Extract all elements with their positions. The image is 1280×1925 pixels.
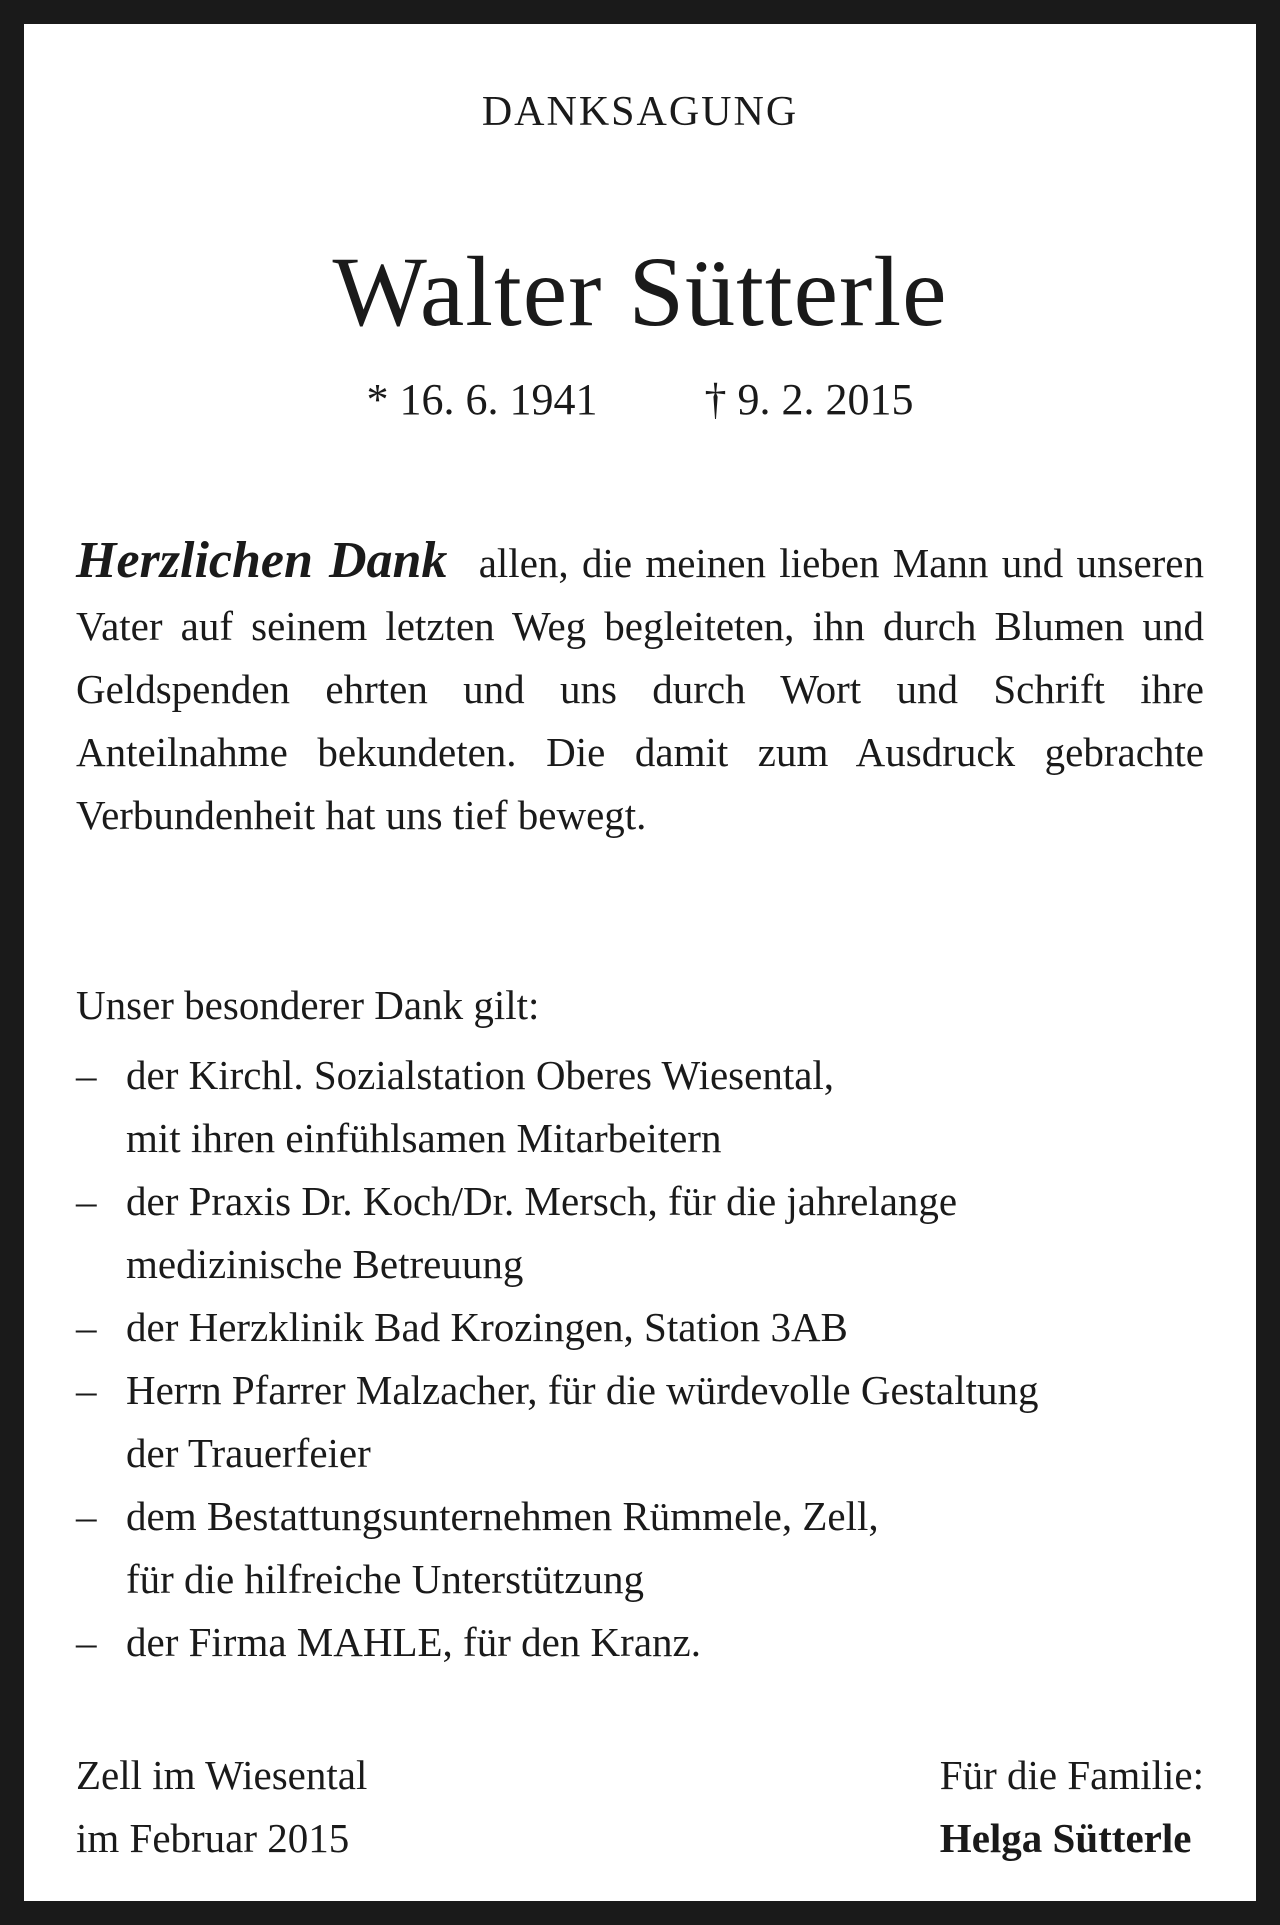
list-item-line: für die hilfreiche Unterstützung: [126, 1556, 645, 1602]
list-item-line: medizinische Betreuung: [126, 1241, 524, 1287]
family-label: Für die Familie:: [939, 1752, 1204, 1798]
list-item: [76, 1611, 1204, 1674]
body-text: allen, die meinen lieben Mann und unseren Vater auf seinem letzten Weg begleiteten, ihn durch Blumen und Geldspenden ehrten und uns durch Wort und Schrift ihre Anteilnahme bekundeten. Die damit zum Ausdruck gebrachte Verbundenheit hat uns tief bewegt.: [76, 540, 1205, 838]
place-and-date: [76, 1744, 367, 1870]
list-item: [76, 1044, 1204, 1170]
list-item-line: der Kirchl. Sozialstation Oberes Wiesental,: [126, 1052, 835, 1098]
death-date: † 9. 2. 2015: [704, 375, 914, 424]
dash-bullet: –: [76, 1619, 97, 1665]
signatory-name: Helga Sütterle: [939, 1815, 1192, 1861]
special-thanks-list: [76, 1044, 1204, 1674]
dash-bullet: –: [76, 1052, 97, 1098]
list-item-line: der Firma MAHLE, für den Kranz.: [126, 1619, 701, 1665]
list-item-line: Herrn Pfarrer Malzacher, für die würdevolle Gestaltung: [126, 1367, 1039, 1413]
dash-bullet: –: [76, 1304, 97, 1350]
list-item-line: dem Bestattungsunternehmen Rümmele, Zell,: [126, 1493, 879, 1539]
special-thanks-intro: Unser besonderer Dank gilt:: [76, 982, 540, 1028]
thanks-paragraph: [76, 529, 1204, 847]
list-item: [76, 1296, 1204, 1359]
list-item: [76, 1359, 1204, 1485]
life-dates: [76, 374, 1204, 425]
dash-bullet: –: [76, 1178, 97, 1224]
notice-heading: DANKSAGUNG: [481, 89, 799, 135]
dash-bullet: –: [76, 1367, 97, 1413]
list-item-line: der Trauerfeier: [126, 1430, 371, 1476]
place: Zell im Wiesental: [76, 1752, 368, 1798]
birth-date: * 16. 6. 1941: [366, 375, 598, 424]
list-item-line: der Praxis Dr. Koch/Dr. Mersch, für die jahrelange: [126, 1178, 958, 1224]
list-item: [76, 1170, 1204, 1296]
list-item-line: mit ihren einfühlsamen Mitarbeitern: [126, 1115, 722, 1161]
lead-text: Herzlichen Dank: [76, 532, 448, 589]
date: im Februar 2015: [76, 1815, 350, 1861]
deceased-name: Walter Sütterle: [332, 236, 948, 347]
list-item: [76, 1485, 1204, 1611]
obituary-content: [76, 24, 1204, 1901]
dash-bullet: –: [76, 1493, 97, 1539]
family-signature: [940, 1744, 1204, 1870]
list-item-line: der Herzklinik Bad Krozingen, Station 3AB: [126, 1304, 848, 1350]
